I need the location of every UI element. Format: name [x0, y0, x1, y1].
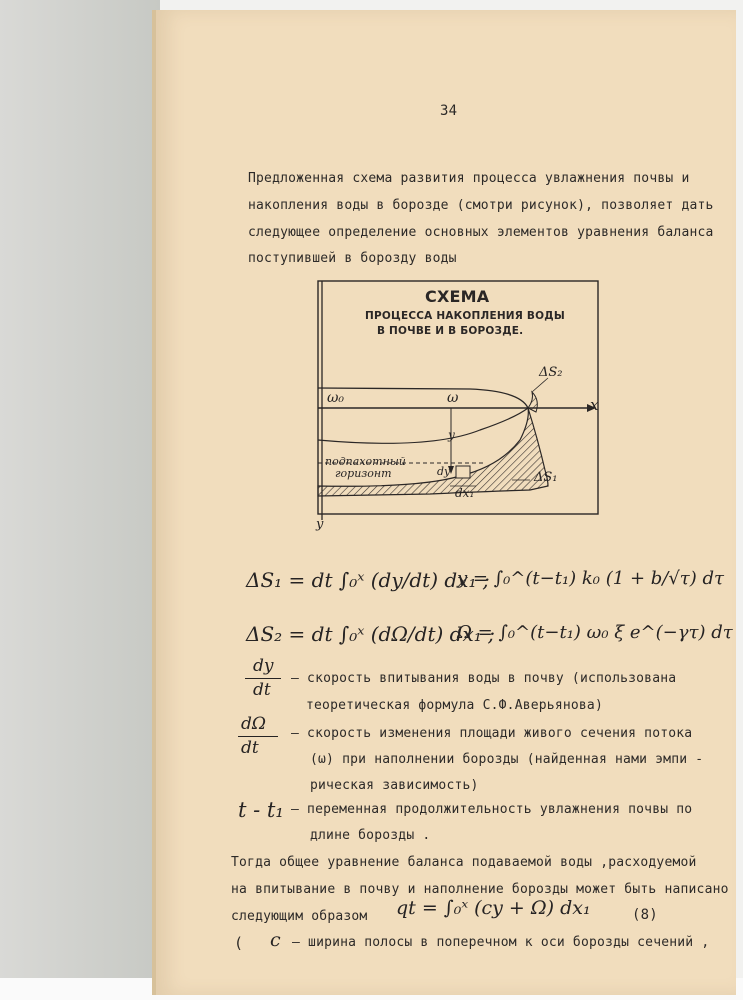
- final-equation: qt = ∫₀ˣ (cy + Ω) dx₁: [396, 897, 591, 919]
- closing-line-3: следующим образом: [231, 909, 368, 924]
- label-omega-0: ω₀: [327, 390, 345, 406]
- definition-line: – скорость изменения площади живого сечения потока: [291, 726, 693, 741]
- equation-delta-s1: ΔS₁ = dt ∫₀ˣ (dy/dt) dx₁ ;: [246, 568, 490, 592]
- definition-line: – переменная продолжительность увлажнения почвы по: [291, 802, 693, 817]
- symbol-domega-num: dΩ: [241, 714, 266, 734]
- label-dx1: dx₁: [455, 486, 475, 500]
- equation-number: (8): [632, 907, 658, 923]
- definition-line: теоретическая формула С.Ф.Аверьянова): [306, 698, 603, 713]
- figure-title: СХЕМА: [425, 287, 490, 306]
- paragraph-line-1: Предложенная схема развития процесса увлажнения почвы и: [248, 171, 690, 186]
- equation-y: y = ∫₀^(t−t₁) k₀ (1 + b/√τ) dτ: [457, 568, 724, 589]
- fraction-bar: [245, 678, 281, 679]
- label-dy: dy: [437, 465, 451, 478]
- paragraph-line-4: поступившей в борозду воды: [248, 251, 457, 266]
- paragraph-line-2: накопления воды в борозде (смотри рисунок), позволяет дать: [248, 198, 714, 213]
- last-line-paren: (: [234, 934, 244, 952]
- closing-line-1: Тогда общее уравнение баланса подаваемой воды ,расходуемой: [231, 855, 697, 870]
- symbol-t-t1: t - t₁: [238, 798, 284, 822]
- symbol-dy-den: dt: [253, 680, 271, 700]
- symbol-domega-den: dt: [241, 738, 259, 758]
- last-line-text: – ширина полосы в поперечном к оси борозды сечений ,: [292, 935, 710, 950]
- label-delta-s1: ΔS₁: [534, 470, 558, 485]
- last-line-symbol: c: [270, 929, 281, 951]
- label-delta-s2: ΔS₂: [539, 365, 563, 380]
- label-subsoil-1: подпахотный: [325, 455, 406, 468]
- page-number: 34: [440, 103, 458, 119]
- symbol-dy-num: dy: [253, 656, 274, 676]
- figure-subtitle-1: ПРОЦЕССА НАКОПЛЕНИЯ ВОДЫ: [365, 310, 565, 322]
- equation-delta-s2: ΔS₂ = dt ∫₀ˣ (dΩ/dt) dx₁ ;: [246, 622, 495, 646]
- definition-line: (ω) при наполнении борозды (найденная нами эмпи -: [310, 752, 704, 767]
- paragraph-line-3: следующее определение основных элементов уравнения баланса: [248, 225, 714, 240]
- label-y-axis: y: [316, 517, 324, 532]
- closing-line-2: на впитывание в почву и наполнение борозды может быть написано: [231, 882, 729, 897]
- label-y-inner: y: [448, 428, 455, 442]
- definition-line: – скорость впитывания воды в почву (использована: [291, 671, 677, 686]
- definition-line: длине борозды .: [310, 828, 431, 843]
- equation-omega: Ω = ∫₀^(t−t₁) ω₀ ξ e^(−γτ) dτ: [457, 622, 733, 643]
- label-x-axis: x: [590, 396, 599, 414]
- label-omega: ω: [447, 390, 459, 406]
- definition-line: рическая зависимость): [310, 778, 479, 793]
- label-subsoil-2: горизонт: [335, 467, 392, 480]
- fraction-bar: [238, 736, 278, 737]
- figure-subtitle-2: В ПОЧВЕ И В БОРОЗДЕ.: [377, 325, 524, 337]
